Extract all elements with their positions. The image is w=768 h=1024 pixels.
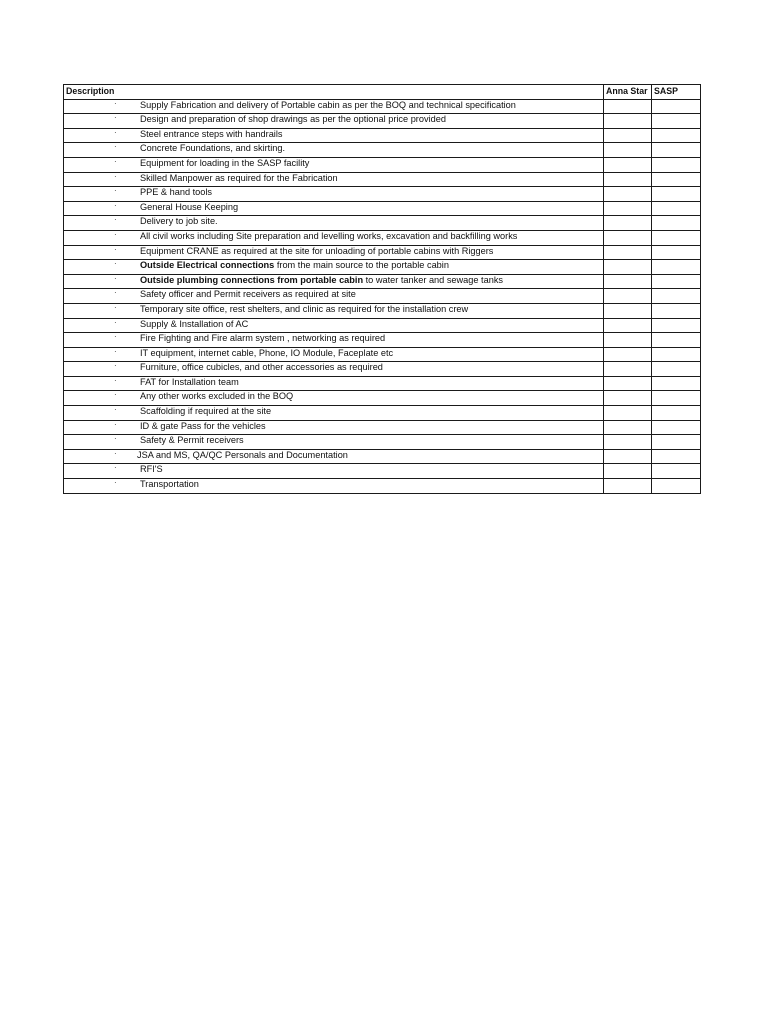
table-row	[64, 303, 701, 318]
bullet-icon: ·	[114, 274, 117, 283]
bullet-icon: ·	[114, 332, 117, 342]
bullet-icon: ·	[114, 288, 117, 298]
anna-star-cell[interactable]	[604, 464, 652, 479]
anna-star-cell[interactable]	[604, 435, 652, 450]
description-text	[140, 465, 163, 474]
description-text	[140, 174, 338, 183]
description-cell[interactable]	[64, 318, 604, 333]
anna-star-cell[interactable]	[604, 187, 652, 202]
sasp-cell[interactable]	[652, 464, 701, 479]
table-row	[64, 99, 701, 114]
table-row	[64, 114, 701, 129]
table-row	[64, 230, 701, 245]
bullet-icon: ·	[114, 303, 117, 312]
description-plain-text: Furniture, office cubicles, and other accessories as required	[140, 362, 383, 373]
bullet-icon: ·	[114, 449, 117, 458]
description-text	[140, 407, 271, 416]
description-plain-text: Safety & Permit receivers	[140, 435, 244, 446]
description-cell[interactable]	[64, 289, 604, 304]
description-plain-text: Transportation	[140, 479, 199, 490]
description-cell[interactable]	[64, 245, 604, 260]
table-row	[64, 274, 701, 289]
description-text	[140, 305, 468, 314]
anna-star-cell[interactable]	[604, 99, 652, 114]
sasp-cell[interactable]	[652, 420, 701, 435]
description-cell[interactable]	[64, 274, 604, 289]
bullet-icon: ·	[114, 230, 117, 239]
anna-star-cell[interactable]	[604, 128, 652, 143]
description-plain-text: Concrete Foundations, and skirting.	[140, 143, 286, 154]
description-plain-text: from the main source to the portable cabin	[274, 260, 449, 271]
description-cell[interactable]	[64, 114, 604, 129]
header-row	[64, 85, 701, 100]
table-row	[64, 435, 701, 450]
bullet-icon: ·	[114, 463, 117, 473]
description-text	[140, 144, 285, 153]
anna-star-cell[interactable]	[604, 172, 652, 187]
bullet-icon: ·	[114, 361, 117, 371]
anna-star-cell[interactable]	[604, 303, 652, 318]
bullet-icon: ·	[114, 186, 117, 196]
table-row	[64, 128, 701, 143]
anna-star-header[interactable]: Anna Star	[604, 85, 652, 100]
description-text	[140, 159, 309, 168]
description-plain-text: Design and preparation of shop drawings as per the optional price provided	[140, 114, 446, 125]
table-row	[64, 362, 701, 377]
anna-star-cell[interactable]	[604, 347, 652, 362]
sasp-cell[interactable]	[652, 157, 701, 172]
sasp-cell[interactable]	[652, 260, 701, 275]
table-row	[64, 449, 701, 464]
table-row	[64, 376, 701, 391]
description-text	[140, 247, 493, 256]
description-cell[interactable]	[64, 376, 604, 391]
sasp-cell[interactable]	[652, 172, 701, 187]
sasp-cell[interactable]	[652, 114, 701, 129]
bullet-icon: ·	[114, 259, 117, 269]
anna-star-cell[interactable]	[604, 260, 652, 275]
anna-star-cell[interactable]	[604, 289, 652, 304]
sasp-cell[interactable]	[652, 99, 701, 114]
description-plain-text: FAT for Installation team	[140, 376, 239, 387]
table-row	[64, 391, 701, 406]
bullet-icon: ·	[114, 376, 117, 385]
description-text	[140, 276, 503, 285]
sasp-cell[interactable]	[652, 333, 701, 348]
anna-star-cell[interactable]	[604, 479, 652, 494]
table-row	[64, 318, 701, 333]
description-text	[140, 422, 266, 431]
description-text	[140, 261, 449, 270]
bullet-icon: ·	[114, 157, 117, 166]
bullet-icon: ·	[114, 390, 117, 400]
description-cell[interactable]	[64, 406, 604, 421]
bullet-icon: ·	[114, 347, 117, 356]
sasp-cell[interactable]	[652, 376, 701, 391]
table-body	[64, 99, 701, 493]
bullet-icon: ·	[114, 215, 117, 225]
anna-star-cell[interactable]	[604, 274, 652, 289]
description-plain-text: Delivery to job site.	[140, 216, 218, 227]
description-cell[interactable]	[64, 201, 604, 216]
description-plain-text: ID & gate Pass for the vehicles	[140, 420, 266, 431]
table-row	[64, 245, 701, 260]
sasp-cell[interactable]	[652, 128, 701, 143]
sasp-cell[interactable]	[652, 479, 701, 494]
description-plain-text: Fire Fighting and Fire alarm system , networking as required	[140, 333, 386, 344]
sasp-cell[interactable]	[652, 187, 701, 202]
description-text	[140, 232, 517, 241]
description-text	[137, 451, 348, 460]
description-cell[interactable]	[64, 479, 604, 494]
anna-star-cell[interactable]	[604, 230, 652, 245]
bullet-icon: ·	[114, 245, 117, 254]
description-plain-text: Any other works excluded in the BOQ	[140, 391, 294, 402]
table-row	[64, 143, 701, 158]
anna-star-cell[interactable]	[604, 143, 652, 158]
sasp-cell[interactable]	[652, 289, 701, 304]
sasp-cell[interactable]	[652, 391, 701, 406]
sasp-cell[interactable]	[652, 230, 701, 245]
description-plain-text: Equipment CRANE as required at the site for unloading of portable cabins with Riggers	[140, 245, 494, 256]
description-cell[interactable]	[64, 172, 604, 187]
sasp-cell[interactable]	[652, 245, 701, 260]
description-cell[interactable]	[64, 187, 604, 202]
table-row	[64, 289, 701, 304]
description-text	[140, 363, 383, 372]
description-text	[140, 480, 199, 489]
description-text	[140, 392, 293, 401]
description-cell[interactable]	[64, 303, 604, 318]
description-text	[140, 130, 283, 139]
sasp-cell[interactable]	[652, 201, 701, 216]
description-cell[interactable]	[64, 435, 604, 450]
bullet-icon: ·	[114, 99, 117, 108]
sasp-cell[interactable]	[652, 303, 701, 318]
description-plain-text: JSA and MS, QA/QC Personals and Documentation	[137, 449, 348, 460]
table-row	[64, 347, 701, 362]
description-plain-text: Scaffolding if required at the site	[140, 406, 272, 417]
description-text	[140, 203, 238, 212]
description-cell[interactable]	[64, 464, 604, 479]
bullet-icon: ·	[114, 478, 117, 488]
bullet-icon: ·	[114, 405, 117, 415]
description-plain-text: Skilled Manpower as required for the Fabrication	[140, 172, 338, 183]
description-cell[interactable]	[64, 230, 604, 245]
sasp-cell[interactable]	[652, 435, 701, 450]
sasp-cell[interactable]	[652, 318, 701, 333]
description-cell[interactable]	[64, 143, 604, 158]
anna-star-cell[interactable]	[604, 391, 652, 406]
description-plain-text: Steel entrance steps with handrails	[140, 128, 283, 139]
table-row	[64, 464, 701, 479]
sasp-cell[interactable]	[652, 347, 701, 362]
scope-matrix-table	[63, 84, 701, 494]
table-row	[64, 479, 701, 494]
anna-star-cell[interactable]	[604, 216, 652, 231]
anna-star-cell[interactable]	[604, 420, 652, 435]
description-text	[140, 436, 244, 445]
table-row	[64, 420, 701, 435]
anna-star-cell[interactable]	[604, 449, 652, 464]
description-text	[140, 217, 218, 226]
bullet-icon: ·	[114, 318, 117, 327]
description-plain-text: Temporary site office, rest shelters, and clinic as required for the installation crew	[140, 303, 469, 314]
description-text	[140, 320, 248, 329]
table-row	[64, 201, 701, 216]
bullet-icon: ·	[114, 113, 117, 123]
description-text	[140, 188, 212, 197]
table-row	[64, 406, 701, 421]
table-row	[64, 157, 701, 172]
description-plain-text: Supply & Installation of AC	[140, 318, 249, 329]
anna-star-cell[interactable]	[604, 157, 652, 172]
sasp-cell[interactable]	[652, 449, 701, 464]
sasp-cell[interactable]	[652, 406, 701, 421]
description-cell[interactable]	[64, 420, 604, 435]
description-bold-text: Outside Electrical connections	[140, 260, 275, 271]
table-row	[64, 333, 701, 348]
table-row	[64, 216, 701, 231]
description-cell[interactable]	[64, 449, 604, 464]
description-text	[140, 349, 393, 358]
description-cell[interactable]	[64, 99, 604, 114]
description-cell[interactable]	[64, 362, 604, 377]
bullet-icon: ·	[114, 420, 117, 429]
bullet-icon: ·	[114, 128, 117, 137]
description-cell[interactable]	[64, 216, 604, 231]
description-plain-text: All civil works including Site preparation and levelling works, excavation and backfilling works	[140, 230, 518, 241]
description-plain-text: Equipment for loading in the SASP facility	[140, 157, 310, 168]
description-text	[140, 378, 239, 387]
description-text	[140, 101, 516, 110]
description-cell[interactable]	[64, 157, 604, 172]
description-plain-text: RFI'S	[140, 464, 163, 475]
table-row	[64, 172, 701, 187]
anna-star-cell[interactable]	[604, 376, 652, 391]
anna-star-cell[interactable]	[604, 362, 652, 377]
description-cell[interactable]	[64, 347, 604, 362]
description-plain-text: IT equipment, internet cable, Phone, IO Module, Faceplate etc	[140, 347, 394, 358]
anna-star-cell[interactable]	[604, 406, 652, 421]
description-text	[140, 334, 385, 343]
description-bold-text: Outside plumbing connections from portable cabin	[140, 274, 364, 285]
description-plain-text: to water tanker and sewage tanks	[363, 274, 504, 285]
anna-star-cell[interactable]	[604, 318, 652, 333]
description-text	[140, 115, 446, 124]
bullet-icon: ·	[114, 434, 117, 444]
sasp-cell[interactable]	[652, 143, 701, 158]
sasp-cell[interactable]	[652, 362, 701, 377]
sasp-cell[interactable]	[652, 274, 701, 289]
description-plain-text: PPE & hand tools	[140, 187, 213, 198]
anna-star-cell[interactable]	[604, 114, 652, 129]
anna-star-cell[interactable]	[604, 333, 652, 348]
table-row	[64, 187, 701, 202]
description-cell[interactable]	[64, 391, 604, 406]
anna-star-cell[interactable]	[604, 245, 652, 260]
bullet-icon: ·	[114, 142, 117, 152]
description-cell[interactable]	[64, 128, 604, 143]
sasp-header[interactable]: SASP	[652, 85, 701, 100]
description-header[interactable]: Description	[64, 85, 604, 100]
bullet-icon: ·	[114, 172, 117, 181]
description-cell[interactable]	[64, 333, 604, 348]
description-plain-text: Safety officer and Permit receivers as required at site	[140, 289, 356, 300]
sasp-cell[interactable]	[652, 216, 701, 231]
description-text	[140, 290, 356, 299]
description-plain-text: General House Keeping	[140, 201, 239, 212]
bullet-icon: ·	[114, 201, 117, 210]
table-row	[64, 260, 701, 275]
anna-star-cell[interactable]	[604, 201, 652, 216]
description-plain-text: Supply Fabrication and delivery of Portable cabin as per the BOQ and technical specification	[140, 99, 516, 110]
description-cell[interactable]	[64, 260, 604, 275]
